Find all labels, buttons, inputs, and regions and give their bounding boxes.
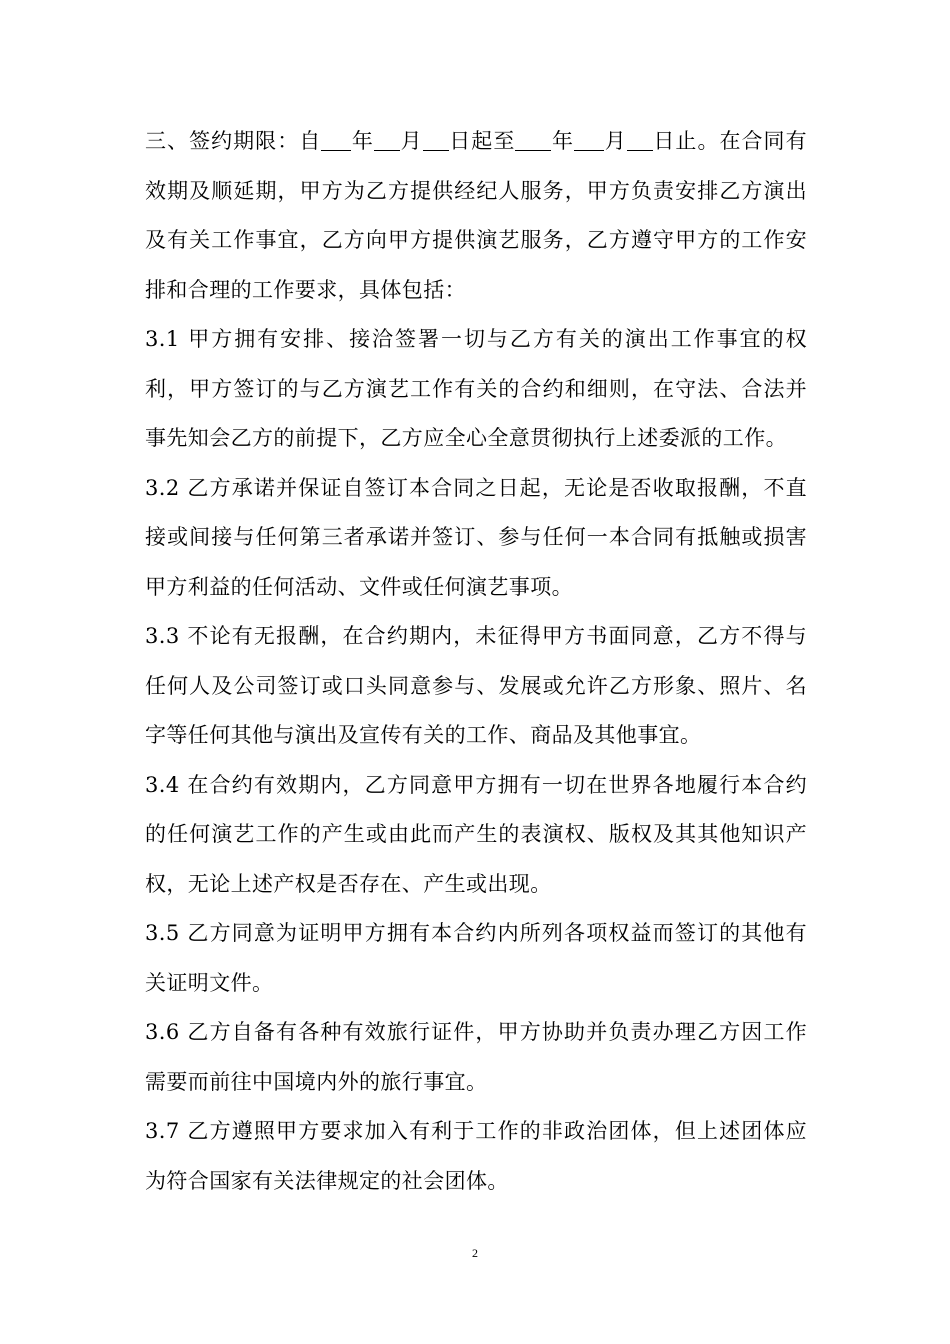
clause-3-3: 3.3 不论有无报酬，在合约期内，未征得甲方书面同意，乙方不得与任何人及公司签订或口头同意参与、发展或允许乙方形象、照片、名字等任何其他与演出及宣传有关的工作、商品及其他事宜。 [145, 624, 807, 747]
year-label: 年 [351, 129, 374, 153]
clause-3-2: 3.2 乙方承诺并保证自签订本合同之日起，无论是否收取报酬，不直接或间接与任何第三者承诺并签订、参与任何一本合同有抵触或损害甲方利益的任何活动、文件或任何演艺事项。 [145, 475, 807, 599]
document-body [145, 117, 807, 1206]
page-number: 2 [472, 1246, 478, 1260]
month-label: 月 [399, 129, 423, 153]
end-year-blank [515, 130, 551, 151]
clause-3-4: 3.4 在合约有效期内，乙方同意甲方拥有一切在世界各地履行本合约的任何演艺工作的产生或由此而产生的表演权、版权及其其他知识产权，无论上述产权是否存在、产生或出现。 [145, 772, 807, 896]
end-day-blank [627, 130, 653, 151]
clause-3-5: 3.5 乙方同意为证明甲方拥有本合约内所列各项权益而签订的其他有关证明文件。 [145, 921, 807, 995]
end-month-blank [574, 130, 604, 151]
signing-term-paragraph [145, 117, 807, 315]
start-month-blank [374, 130, 400, 151]
clause-3-6: 3.6 乙方自备有各种有效旅行证件，甲方协助并负责办理乙方因工作需要而前往中国境内外的旅行事宜。 [145, 1020, 807, 1094]
term-body: 日止。在合同有效期及顺延期，甲方为乙方提供经纪人服务，甲方负责安排乙方演出及有关工作事宜，乙方向甲方提供演艺服务，乙方遵守甲方的工作安排和合理的工作要求，具体包括： [145, 129, 807, 302]
term-intro: 三、签约期限：自 [145, 129, 322, 153]
start-year-blank [321, 130, 351, 151]
end-month-label: 月 [604, 129, 627, 153]
start-day-blank [423, 130, 449, 151]
clause-3-7: 3.7 乙方遵照甲方要求加入有利于工作的非政治团体，但上述团体应为符合国家有关法律规定的社会团体。 [145, 1119, 807, 1193]
start-label: 日起至 [448, 129, 516, 153]
end-year-label: 年 [551, 129, 575, 153]
clause-3-1: 3.1 甲方拥有安排、接洽签署一切与乙方有关的演出工作事宜的权利，甲方签订的与乙方演艺工作有关的合约和细则，在守法、合法并事先知会乙方的前提下，乙方应全心全意贯彻执行上述委派的工作。 [145, 327, 807, 450]
